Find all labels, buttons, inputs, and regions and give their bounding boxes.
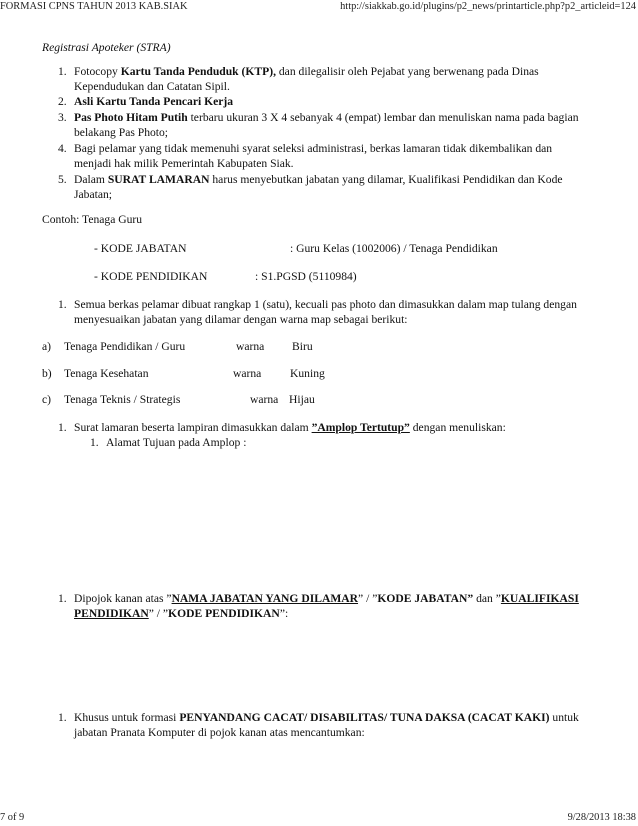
list-item-text: harus menyebutkan jabatan yang dilamar, Kualifikasi Pendidikan dan Kode: [209, 173, 563, 186]
list-item-text: Dalam: [74, 173, 108, 186]
list-item-number: 3.: [58, 111, 67, 124]
map-color-letter: b): [42, 367, 52, 380]
list-item-bold: SURAT LAMARAN: [107, 173, 210, 186]
list-item-continuation: Jabatan;: [74, 188, 112, 201]
list-item-number: 1.: [58, 298, 67, 311]
amplop-text: Surat lamaran beserta lampiran dimasukkan dalam: [74, 421, 312, 434]
list-item-text: dan dilegalisir oleh Pejabat yang berwenang pada Dinas: [275, 65, 539, 78]
amplop-bold: ”Amplop Tertutup”: [311, 421, 410, 434]
example-row2-label: - KODE PENDIDIKAN: [94, 270, 208, 283]
map-color-name: Tenaga Kesehatan: [64, 367, 149, 380]
map-color-letter: c): [42, 393, 52, 406]
map-color-warna: warna: [250, 393, 279, 406]
list-item-continuation: Kependudukan dan Catatan Sipil.: [74, 80, 230, 93]
map-color-name: Tenaga Pendidikan / Guru: [64, 340, 186, 353]
khusus-line1: [74, 712, 579, 724]
list-item-number: 2.: [58, 95, 67, 108]
dipojok-line2: [74, 608, 288, 620]
list-item-number: 1.: [58, 711, 67, 724]
list-item-text: Bagi pelamar yang tidak memenuhi syarat seleksi administrasi, berkas lamaran tidak dikembalikan dan: [74, 142, 553, 155]
example-row1-value: : Guru Kelas (1002006) / Tenaga Pendidikan: [290, 242, 498, 255]
dipojok-text: ” / ”: [358, 592, 378, 605]
page-footer-datetime: 9/28/2013 18:38: [567, 812, 636, 823]
dipojok-bold: PENDIDIKAN: [74, 607, 149, 620]
dipojok-text: ” / ”: [148, 607, 169, 620]
khusus-text: Khusus untuk formasi: [74, 711, 180, 724]
khusus-bold: PENYANDANG CACAT/ DISABILITAS/ TUNA DAKSA (CACAT KAKI): [179, 711, 550, 724]
dipojok-bold: NAMA JABATAN YANG DILAMAR: [171, 592, 359, 605]
list-item-text: terbaru ukuran 3 X 4 sebanyak 4 (empat) lembar dan menuliskan nama pada bagian: [187, 111, 579, 124]
list-item-number: 1.: [90, 436, 99, 449]
list-item-number: 1.: [58, 592, 67, 605]
dipojok-text: dan ”: [473, 592, 501, 605]
list-item-bold: Asli Kartu Tanda Pencari Kerja: [74, 95, 234, 108]
list-item-number: 4.: [58, 142, 67, 155]
list-item-number: 1.: [58, 421, 67, 434]
example-row2-value: : S1.PGSD (5110984): [255, 270, 357, 283]
dipojok-text: Dipojok kanan atas ”: [74, 592, 172, 605]
example-row1-label: - KODE JABATAN: [94, 242, 187, 255]
list-item-continuation: menjadi hak milik Pemerintah Kabupaten Siak.: [74, 157, 294, 170]
list-item-bold: Pas Photo Hitam Putih: [74, 111, 188, 124]
amplop-line: [74, 422, 506, 434]
dipojok-bold: KUALIFIKASI: [500, 592, 579, 605]
list-item-number: 1.: [58, 65, 67, 78]
dipojok-text: ”:: [279, 607, 289, 620]
map-color-letter: a): [42, 340, 52, 353]
section-subtitle: Registrasi Apoteker (STRA): [42, 41, 171, 54]
khusus-text: untuk: [549, 711, 579, 724]
amplop-text: dengan menuliskan:: [409, 421, 506, 434]
page-footer-number: 7 of 9: [0, 812, 25, 823]
list-item-continuation: belakang Pas Photo;: [74, 126, 169, 139]
berkas-line1: Semua berkas pelamar dibuat rangkap 1 (satu), kecuali pas photo dan dimasukkan dalam map tulang dengan: [74, 298, 577, 311]
map-color-value: Kuning: [290, 367, 325, 380]
map-color-value: Hijau: [289, 393, 315, 406]
map-color-warna: warna: [233, 367, 262, 380]
example-label: Contoh: Tenaga Guru: [42, 213, 143, 226]
map-color-name: Tenaga Teknis / Strategis: [64, 393, 181, 406]
dipojok-line1: [74, 593, 579, 605]
dipojok-bold: KODE JABATAN”: [377, 592, 474, 605]
amplop-sub-text: Alamat Tujuan pada Amplop :: [106, 436, 247, 449]
berkas-line2: menyesuaikan jabatan yang dilamar dengan warna map sebagai berikut:: [74, 313, 408, 326]
list-item-number: 5.: [58, 173, 67, 186]
map-color-value: Biru: [292, 340, 313, 353]
list-item: [74, 174, 563, 186]
page-header-title: FORMASI CPNS TAHUN 2013 KAB.SIAK: [0, 1, 188, 12]
list-item-bold: Kartu Tanda Penduduk (KTP),: [120, 65, 276, 78]
dipojok-bold: KODE PENDIDIKAN: [168, 607, 280, 620]
page-header-url: http://siakkab.go.id/plugins/p2_news/printarticle.php?p2_articleid=124: [340, 1, 636, 12]
list-item: [74, 112, 579, 124]
list-item: [74, 66, 539, 78]
map-color-warna: warna: [236, 340, 265, 353]
list-item-text: Fotocopy: [74, 65, 121, 78]
khusus-line2: jabatan Pranata Komputer di pojok kanan atas mencantumkan:: [74, 726, 365, 739]
